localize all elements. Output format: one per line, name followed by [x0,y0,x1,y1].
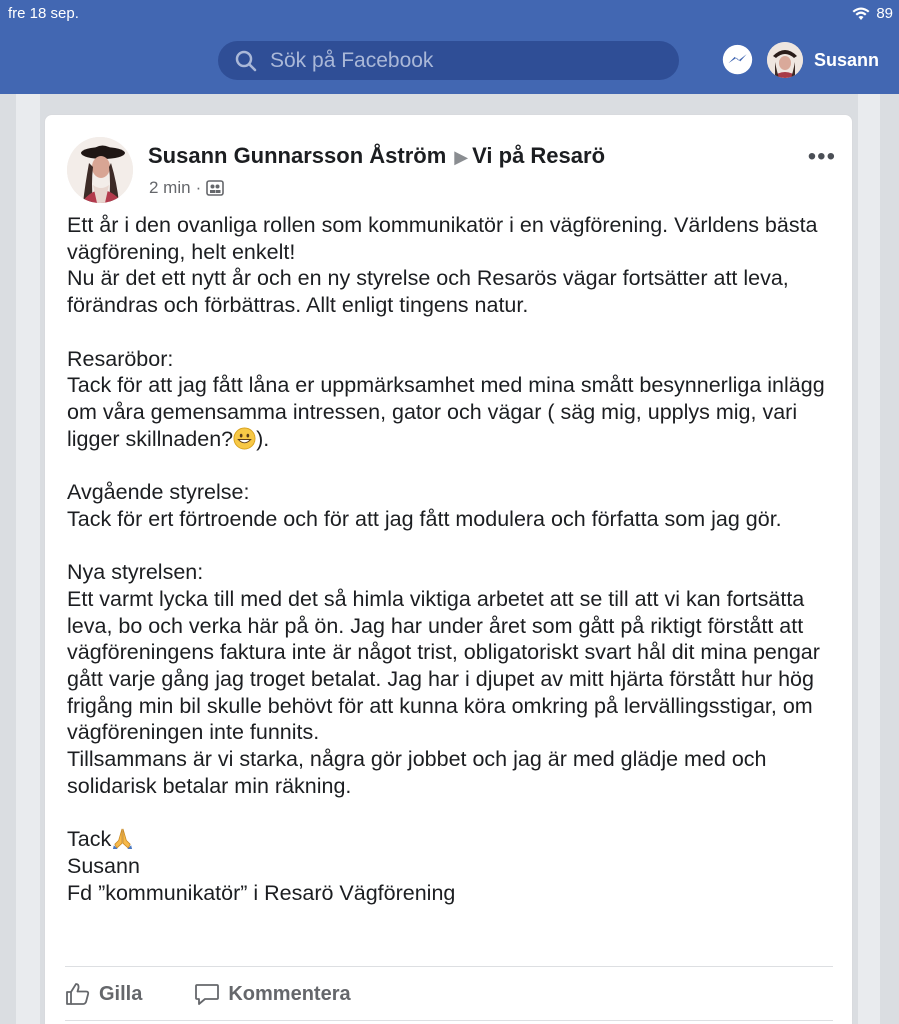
search-bar[interactable] [218,41,679,80]
right-gutter [858,94,880,1024]
search-input[interactable] [270,49,650,73]
group-icon [206,180,224,196]
grinning-face-emoji [233,427,256,450]
post-time[interactable]: 2 min [149,178,191,197]
actions-divider-top [65,966,833,967]
post-header [148,143,605,169]
post-meta [149,178,224,198]
comment-icon [194,981,220,1007]
status-indicators [852,5,893,22]
thumbs-up-icon [65,981,91,1007]
actions-divider-bottom [65,1020,833,1021]
more-options-icon[interactable]: ••• [807,143,836,170]
post-text [67,212,837,906]
post-text-part-3: Susann Fd ”kommunikatör” i Resarö Vägförening [67,853,456,905]
comment-label: Kommentera [228,982,351,1005]
post-actions [65,981,351,1007]
post-text-part-2: ). Avgående styrelse: Tack för ert förtroende och för att jag fått modulera och författa som jag gör. Nya styrelsen: Ett varmt lycka till med det så himla viktiga arbetet att se till att vi kan fortsätta leva, bo och verka här på ön. Jag har under året som gått på riktigt förstått att vägföreningens faktura inte är något trist, obligatoriskt svart hål dit mina pengar gått varje gång jag troget betalat. Jag har i djupet av mitt hjärta förstått hur hög frigång min bil skulle behövt för att kunna köra omkring på lervällingsstigar, om vägföreningen inte funnits. Tillsammans är vi starka, några gör jobbet och jag är med glädje med och solidarisk betalar min räkning. Tack [67,426,820,852]
group-name[interactable]: Vi på Resarö [472,143,606,168]
arrow-right-icon: ▶ [454,147,469,167]
post-card [44,114,853,1024]
battery-level: 89 [876,5,893,22]
messenger-icon[interactable] [721,44,754,77]
like-label: Gilla [99,982,143,1005]
folded-hands-emoji [111,827,134,850]
profile-avatar[interactable] [767,42,803,78]
like-button[interactable] [65,981,142,1007]
profile-name[interactable]: Susann [814,50,880,70]
search-icon [234,49,258,73]
status-time: fre 18 sep. [8,5,79,22]
author-avatar[interactable] [67,137,133,203]
author-name[interactable]: Susann Gunnarsson Åström [148,143,447,168]
meta-separator: · [195,178,202,197]
wifi-icon [852,7,870,21]
comment-button[interactable] [194,981,350,1007]
top-bar [0,0,899,94]
post-text-part-1: Ett år i den ovanliga rollen som kommunikatör i en vägförening. Världens bästa vägförening, helt enkelt! Nu är det ett nytt år och en ny styrelse och Resarös vägar fortsätter att leva, förändras och förbättras. Allt enligt tingens natur. Resaröbor: Tack för att jag fått låna er uppmärksamhet med mina smått besynnerliga inlägg om våra gemensamma intressen, gator och vägar ( säg mig, upplys mig, vari ligger skillnaden? [67,213,825,451]
left-gutter [16,94,40,1024]
